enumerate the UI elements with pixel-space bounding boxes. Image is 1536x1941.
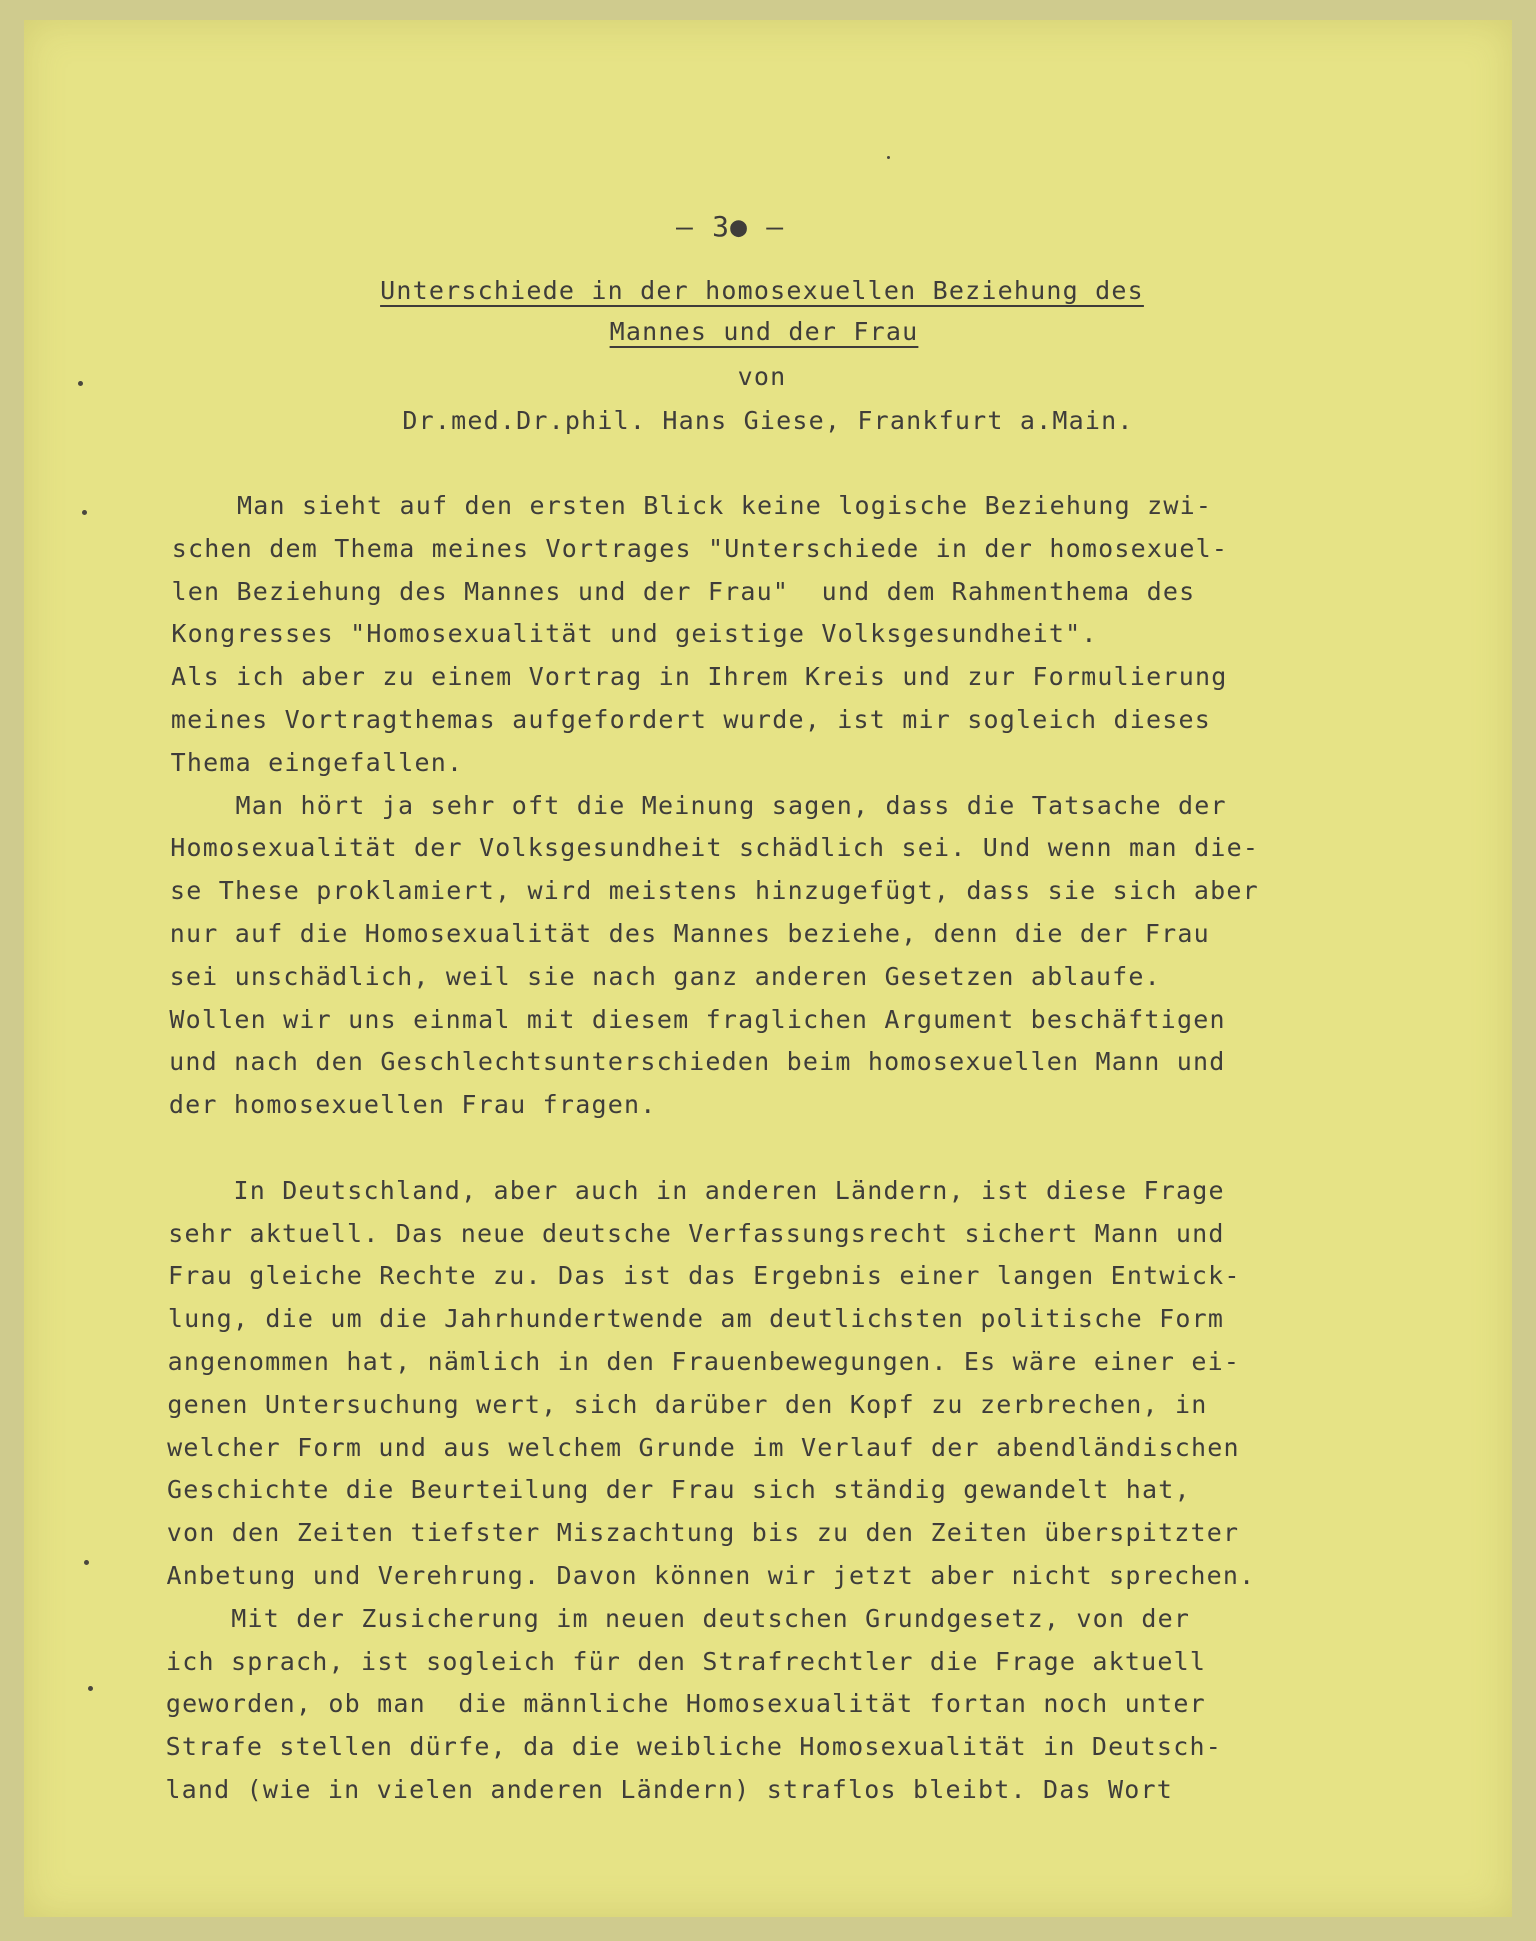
body-line: In Deutschland, aber auch in anderen Ländern, ist diese Frage [168,1175,1225,1205]
body-line: Strafe stellen dürfe, da die weibliche Homosexualität in Deutsch- [165,1732,1222,1762]
author-line: Dr.med.Dr.phil. Hans Giese, Frankfurt a.Main. [402,406,1134,435]
body-line: schen dem Thema meines Vortrages "Unterschiede in der homosexuel- [171,533,1229,563]
body-line: meines Vortragthemas aufgefordert wurde, ist mir sogleich dieses [170,705,1211,734]
body-line: lung, die um die Jahrhundertwende am deutlichsten politische Form [167,1304,1225,1334]
body-line: der homosexuellen Frau fragen. [168,1090,657,1120]
body-line: Wollen wir uns einmal mit diesem fraglichen Argument beschäftigen [169,1004,1226,1034]
body-line: nur auf die Homosexualität des Mannes beziehe, denn die der Frau [169,919,1210,948]
body-line: Geschichte die Beurteilung der Frau sich ständig gewandelt hat, [166,1475,1191,1505]
margin-speck [88,1686,93,1691]
margin-speck [887,156,890,159]
body-line: welcher Form und aus welchem Grunde im Verlauf der abendländischen [167,1432,1240,1462]
body-line: Mit der Zusicherung im neuen deutschen Grundgesetz, von der [166,1603,1191,1633]
title-line-1: Unterschiede in der homosexuellen Beziehung des [380,276,1144,305]
body-line: geworden, ob man die männliche Homosexualität fortan noch unter [165,1689,1206,1719]
body-line: Thema eingefallen. [170,747,464,777]
body-line: Anbetung und Verehrung. Davon können wir jetzt aber nicht sprechen. [166,1561,1256,1590]
margin-speck [78,381,83,386]
body-line: angenommen hat, nämlich in den Frauenbewegungen. Es wäre einer ei- [167,1347,1241,1376]
title-line-2: Mannes und der Frau [609,317,919,346]
body-line: genen Untersuchung wert, sich darüber den Kopf zu zerbrechen, in [167,1389,1208,1419]
body-line: Homosexualität der Volksgesundheit schädlich sei. Und wenn man die- [170,833,1260,863]
body-line: len Beziehung des Mannes und der Frau" und dem Rahmenthema des [171,576,1196,606]
body-line: von den Zeiten tiefster Miszachtung bis zu den Zeiten überspitzter [166,1518,1240,1548]
body-line: Kongresses "Homosexualität und geistige Volksgesundheit". [171,619,1098,649]
body-line: ich sprach, ist sogleich für den Strafrechtler die Frage aktuell [166,1646,1207,1676]
byline-von: von [737,362,787,391]
body-line: Man hört ja sehr oft die Meinung sagen, dass die Tatsache der [170,790,1227,820]
page-number: – 3● – [676,210,785,243]
body-line: Frau gleiche Rechte zu. Das ist das Ergebnis einer langen Entwick- [168,1261,1241,1291]
margin-speck [84,1560,89,1565]
body-line: se These proklamiert, wird meistens hinzugefügt, dass sie sich aber [170,876,1259,906]
body-line: sei unschädlich, weil sie nach ganz anderen Gesetzen ablaufe. [169,961,1161,991]
body-line: Man sieht auf den ersten Blick keine logische Beziehung zwi- [172,491,1213,520]
body-line: und nach den Geschlechtsunterschieden beim homosexuellen Mann und [169,1047,1226,1077]
body-line: sehr aktuell. Das neue deutsche Verfassungsrecht sichert Mann und [168,1218,1225,1248]
body-line: land (wie in vielen anderen Ländern) straflos bleibt. Das Wort [165,1775,1173,1804]
margin-speck [82,510,87,515]
body-line: Als ich aber zu einem Vortrag in Ihrem Kreis und zur Formulierung [171,662,1228,692]
